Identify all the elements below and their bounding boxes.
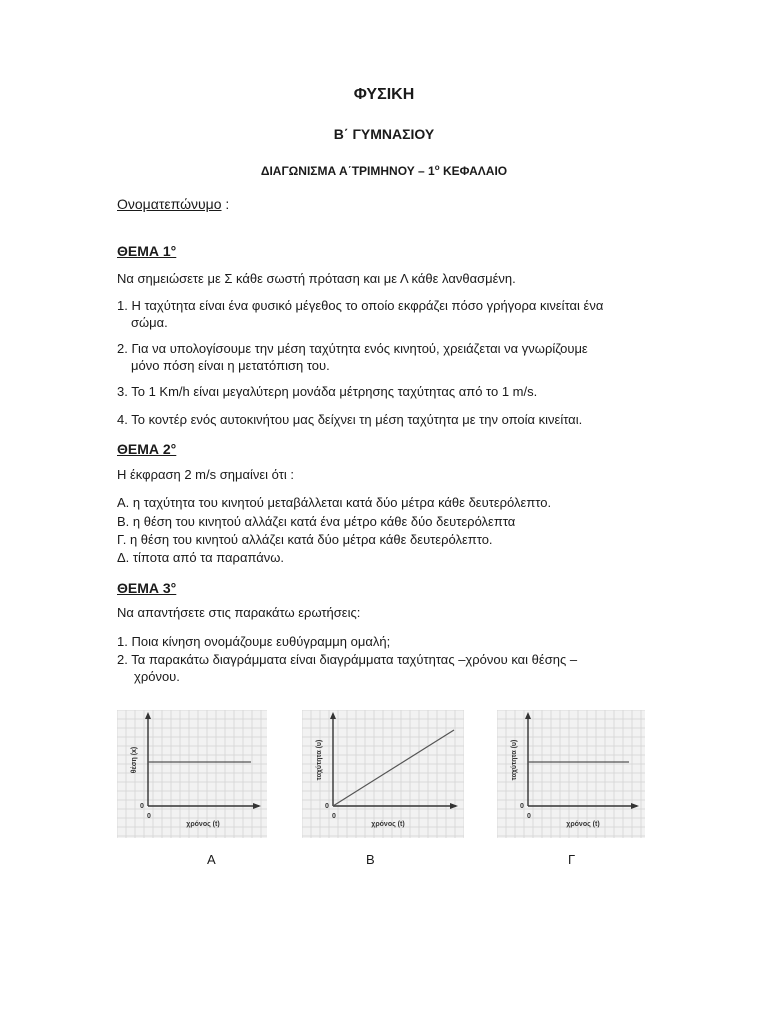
origin-label: 0 bbox=[325, 803, 329, 810]
exam-title-prefix: ΔΙΑΓΩΝΙΣΜΑ Α΄ΤΡΙΜΗΝΟΥ – 1 bbox=[260, 164, 435, 178]
theme2-option-b: Β. η θέση του κινητού αλλάζει κατά ένα μέτρο κάθε δύο δευτερόλεπτα bbox=[117, 514, 516, 529]
x-axis-label: χρόνος (t) bbox=[186, 821, 220, 828]
theme2-option-d: Δ. τίποτα από τα παραπάνω. bbox=[117, 550, 285, 565]
origin-label: 0 bbox=[147, 813, 151, 820]
theme1-heading: ΘΕΜΑ 1° bbox=[117, 243, 177, 259]
graph-a-label: Α bbox=[207, 852, 216, 867]
x-axis-label: χρόνος (t) bbox=[566, 821, 600, 828]
theme1-item-1 bbox=[117, 297, 657, 331]
theme2-heading: ΘΕΜΑ 2° bbox=[117, 441, 177, 457]
theme3-question-2 bbox=[117, 651, 657, 685]
origin-label: 0 bbox=[527, 813, 531, 820]
exam-title-suffix: ΚΕΦΑΛΑΙΟ bbox=[439, 164, 508, 178]
theme1-item-2-line1: 2. Για να υπολογίσουμε την μέση ταχύτητα ενός κινητού, χρειάζεται να γνωρίζουμε bbox=[117, 341, 588, 356]
graph-b bbox=[302, 710, 464, 838]
graph-a bbox=[117, 710, 267, 838]
page-title: ΦΥΣΙΚΗ bbox=[353, 86, 415, 103]
name-field-colon: : bbox=[221, 196, 230, 212]
theme1-item-2-line2: μόνο πόση είναι η μετατόπιση του. bbox=[131, 358, 330, 373]
y-axis-label: ταχύτητα (υ) bbox=[511, 739, 518, 781]
origin-label: 0 bbox=[332, 813, 336, 820]
graph-b-label: Β bbox=[366, 852, 375, 867]
theme1-item-3: 3. Το 1 Km/h είναι μεγαλύτερη μονάδα μέτρησης ταχύτητας από το 1 m/s. bbox=[117, 384, 538, 399]
origin-label: 0 bbox=[520, 803, 524, 810]
theme1-item-1-line1: 1. Η ταχύτητα είναι ένα φυσικό μέγεθος το οποίο εκφράζει πόσο γρήγορα κινείται ένα bbox=[117, 298, 604, 313]
theme3-heading: ΘΕΜΑ 3° bbox=[117, 580, 177, 596]
theme2-option-a: Α. η ταχύτητα του κινητού μεταβάλλεται κατά δύο μέτρα κάθε δευτερόλεπτο. bbox=[117, 495, 552, 510]
graphs-row bbox=[0, 710, 768, 850]
graph-c bbox=[497, 710, 645, 838]
theme3-question-1: 1. Ποια κίνηση ονομάζουμε ευθύγραμμη ομαλή; bbox=[117, 634, 391, 649]
name-field-label: Ονοματεπώνυμο bbox=[117, 196, 222, 212]
exam-title-sup: ο bbox=[434, 163, 440, 172]
theme3-question-2-line1: 2. Τα παρακάτω διαγράμματα είναι διαγράμματα ταχύτητας –χρόνου και θέσης – bbox=[117, 652, 578, 667]
graph-c-label: Γ bbox=[568, 852, 576, 867]
theme3-instruction: Να απαντήσετε στις παρακάτω ερωτήσεις: bbox=[117, 605, 361, 620]
name-field bbox=[117, 196, 229, 212]
y-axis-label: ταχύτητα (υ) bbox=[316, 739, 323, 781]
origin-label: 0 bbox=[140, 803, 144, 810]
theme1-item-1-line2: σώμα. bbox=[131, 315, 168, 330]
theme2-option-c: Γ. η θέση του κινητού αλλάζει κατά δύο μέτρα κάθε δευτερόλεπτο. bbox=[117, 532, 493, 547]
theme1-item-4: 4. Το κοντέρ ενός αυτοκινήτου μας δείχνει τη μέση ταχύτητα με την οποία κινείται. bbox=[117, 412, 583, 427]
theme3-question-2-line2: χρόνου. bbox=[134, 669, 180, 684]
class-subtitle: Β΄ ΓΥΜΝΑΣΙΟΥ bbox=[333, 126, 435, 142]
y-axis-label: θέση (x) bbox=[131, 746, 138, 774]
theme1-instruction: Να σημειώσετε με Σ κάθε σωστή πρόταση και με Λ κάθε λανθασμένη. bbox=[117, 271, 516, 286]
graph-background bbox=[117, 710, 267, 838]
theme2-question: Η έκφραση 2 m/s σημαίνει ότι : bbox=[117, 467, 294, 482]
exam-title bbox=[0, 163, 768, 178]
x-axis-label: χρόνος (t) bbox=[371, 821, 405, 828]
theme1-item-2 bbox=[117, 340, 657, 374]
